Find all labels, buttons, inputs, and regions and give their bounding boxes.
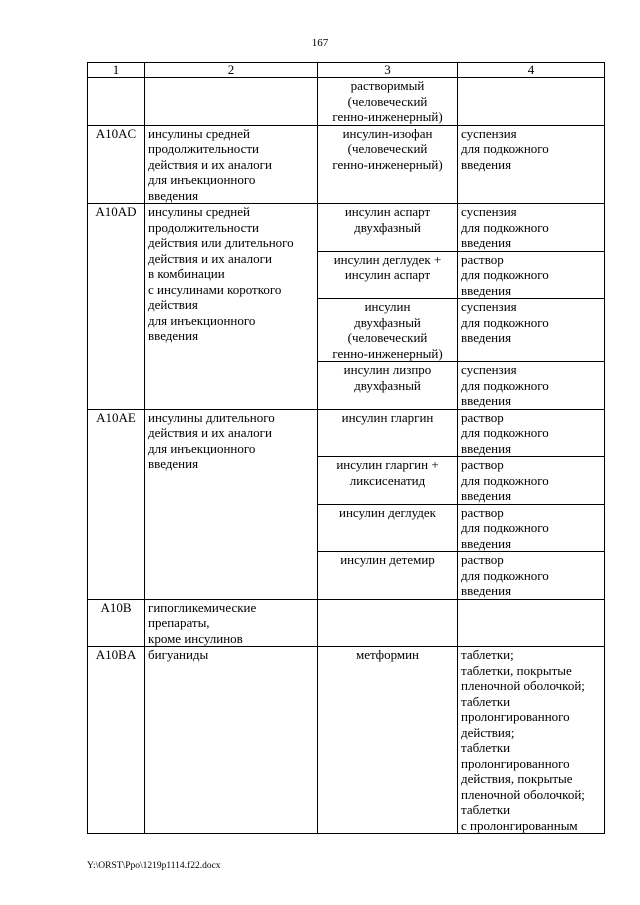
atc-code-cell: A10B	[88, 599, 145, 647]
drug-name-cell: метформин	[318, 647, 458, 834]
table-row	[88, 125, 605, 204]
dosage-form-cell	[458, 599, 605, 647]
drug-name-cell: инсулин детемир	[318, 552, 458, 600]
drug-name-cell: инсулин гларгин + ликсисенатид	[318, 457, 458, 505]
drug-name-cell: инсулин аспарт двухфазный	[318, 204, 458, 252]
drug-name-cell: инсулин деглудек + инсулин аспарт	[318, 251, 458, 299]
table-row	[88, 647, 605, 834]
dosage-form-cell: суспензия для подкожного введения	[458, 299, 605, 362]
header-cell-3: 3	[318, 63, 458, 78]
dosage-form-cell: раствор для подкожного введения	[458, 552, 605, 600]
atc-code-cell: A10AD	[88, 204, 145, 410]
continuation-form-cell	[458, 78, 605, 126]
page-number: 167	[311, 37, 329, 49]
drug-name-cell: инсулин гларгин	[318, 409, 458, 457]
table-header-row	[88, 63, 605, 78]
atc-code-cell: A10AC	[88, 125, 145, 204]
continuation-drug-cell: растворимый (человеческий генно-инженерный)	[318, 78, 458, 126]
table-row	[88, 204, 605, 252]
footer-file-path: Y:\ORST\Ppo\1219p1114.f22.docx	[87, 861, 221, 871]
continuation-row	[88, 78, 605, 126]
drug-name-cell: инсулин деглудек	[318, 504, 458, 552]
group-name-cell: инсулины средней продолжительности действия и их аналоги для инъекционного введения	[145, 125, 318, 204]
table-row	[88, 599, 605, 647]
header-cell-1: 1	[88, 63, 145, 78]
group-name-cell: инсулины длительного действия и их аналоги для инъекционного введения	[145, 409, 318, 599]
dosage-form-cell: суспензия для подкожного введения	[458, 204, 605, 252]
header-cell-4: 4	[458, 63, 605, 78]
continuation-code-cell	[88, 78, 145, 126]
table-row	[88, 409, 605, 457]
atc-code-cell: A10BA	[88, 647, 145, 834]
dosage-form-cell: раствор для подкожного введения	[458, 457, 605, 505]
table-body	[88, 63, 605, 834]
dosage-form-cell: раствор для подкожного введения	[458, 504, 605, 552]
dosage-form-cell: суспензия для подкожного введения	[458, 125, 605, 204]
drug-name-cell	[318, 599, 458, 647]
dosage-form-cell: раствор для подкожного введения	[458, 409, 605, 457]
group-name-cell: бигуаниды	[145, 647, 318, 834]
drug-table	[87, 62, 605, 834]
dosage-form-cell: суспензия для подкожного введения	[458, 362, 605, 410]
drug-name-cell: инсулин-изофан (человеческий генно-инженерный)	[318, 125, 458, 204]
dosage-form-cell: раствор для подкожного введения	[458, 251, 605, 299]
group-name-cell: инсулины средней продолжительности действия или длительного действия и их аналоги в комбинации с инсулинами короткого действия для инъекционного введения	[145, 204, 318, 410]
header-cell-2: 2	[145, 63, 318, 78]
group-name-cell: гипогликемические препараты, кроме инсулинов	[145, 599, 318, 647]
drug-name-cell: инсулин лизпро двухфазный	[318, 362, 458, 410]
dosage-form-cell: таблетки; таблетки, покрытые пленочной оболочкой; таблетки пролонгированного действия; таблетки пролонгированного действия, покрытые пленочной оболочкой; таблетки с пролонгированным	[458, 647, 605, 834]
continuation-name-cell	[145, 78, 318, 126]
drug-name-cell: инсулин двухфазный (человеческий генно-инженерный)	[318, 299, 458, 362]
atc-code-cell: A10AE	[88, 409, 145, 599]
